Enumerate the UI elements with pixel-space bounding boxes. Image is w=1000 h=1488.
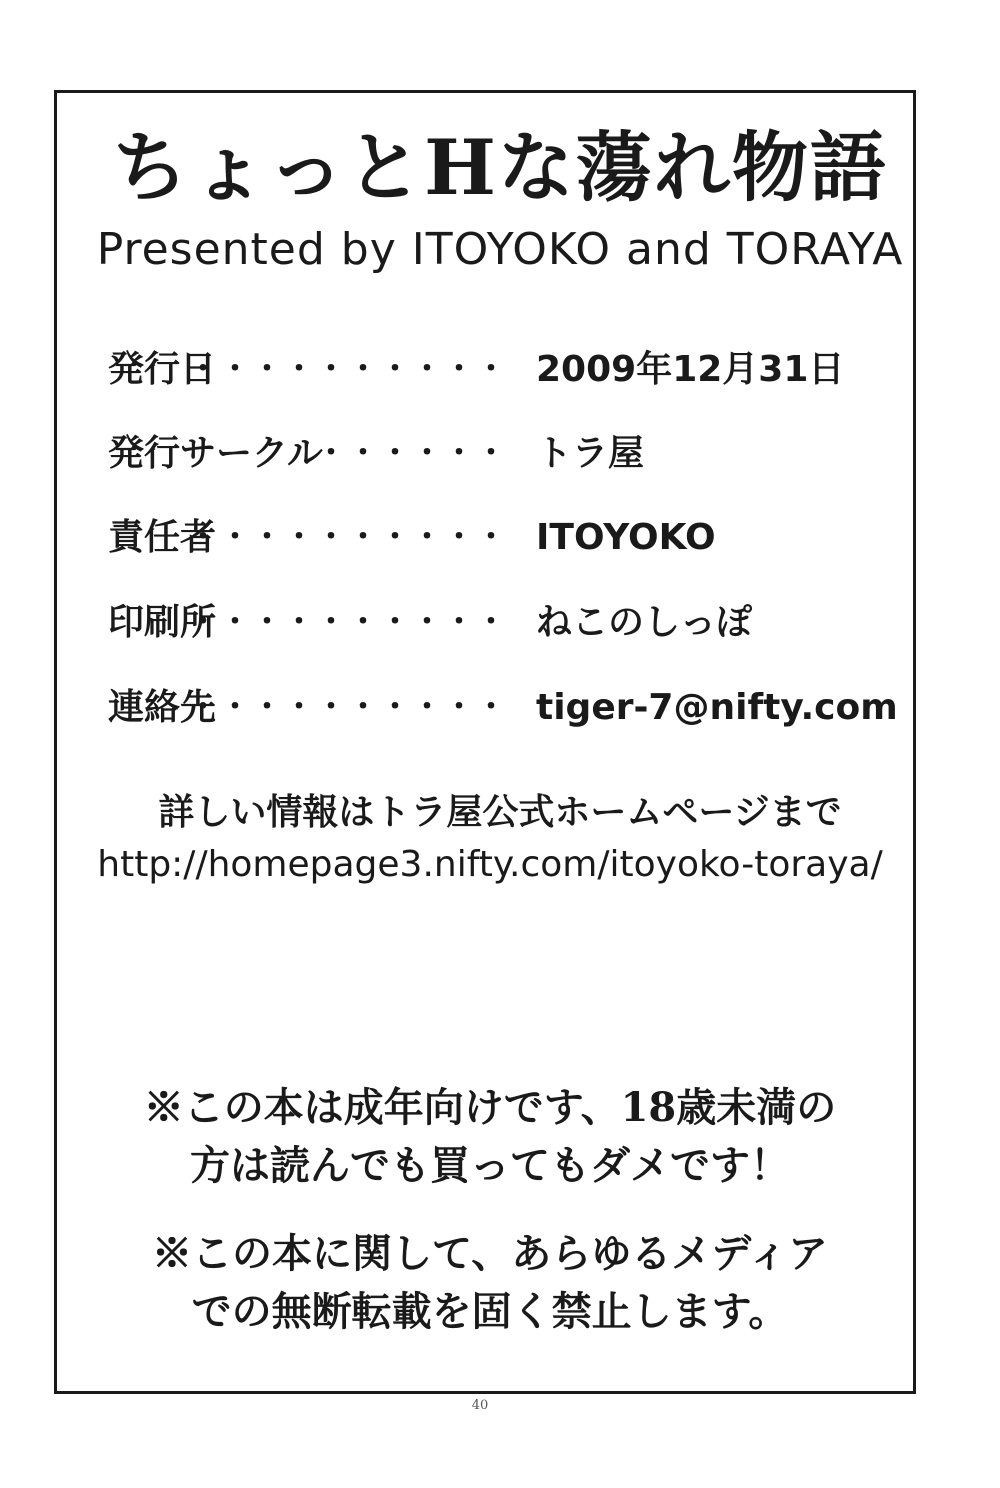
colophon-label: 責任者 (108, 517, 217, 558)
page-border-frame (54, 90, 916, 1394)
copyright-notice-line-1: ※この本に関して、あらゆるメディア (152, 1230, 828, 1277)
colophon-row-printer (108, 597, 908, 649)
colophon-row-contact (108, 682, 908, 734)
colophon-label: 発行日 (108, 349, 217, 390)
book-subtitle: Presented by ITOYOKO and TORAYA (96, 224, 904, 275)
colophon-leader-dots: ・・・・・・・・・・ (188, 520, 508, 555)
book-title: ちょっとHな蕩れ物語 (112, 123, 888, 212)
adult-notice-line-2: 方は読んでも買ってもダメです！ (190, 1142, 790, 1189)
homepage-url: http://homepage3.nifty.com/itoyoko-toraya/ (97, 844, 883, 885)
page-number: 40 (471, 1398, 489, 1413)
colophon-label: 発行サークル (108, 433, 323, 474)
copyright-notice-line-2: での無断転載を固く禁止します。 (191, 1288, 789, 1335)
colophon-leader-dots: ・・・・・・・・・・ (188, 605, 508, 640)
colophon-row-responsible (108, 512, 908, 564)
colophon-row-publish-date (108, 344, 908, 396)
colophon-leader-dots: ・・・・・・ (316, 436, 508, 471)
homepage-info-text: 詳しい情報はトラ屋公式ホームページまで (158, 792, 842, 833)
colophon-value: ねこのしっぽ (536, 602, 753, 643)
colophon-label: 印刷所 (108, 602, 217, 643)
contact-email: tiger-7@nifty.com (536, 687, 898, 728)
colophon-leader-dots: ・・・・・・・・・・ (188, 690, 508, 725)
colophon-value: ITOYOKO (536, 517, 716, 558)
colophon-row-circle (108, 428, 908, 480)
colophon-value: トラ屋 (536, 433, 645, 474)
colophon-value: 2009年12月31日 (536, 349, 845, 390)
colophon-leader-dots: ・・・・・・・・・・ (188, 352, 508, 387)
adult-notice-line-1: ※この本は成年向けです、18歳未満の (143, 1084, 837, 1131)
colophon-label: 連絡先 (108, 687, 217, 728)
